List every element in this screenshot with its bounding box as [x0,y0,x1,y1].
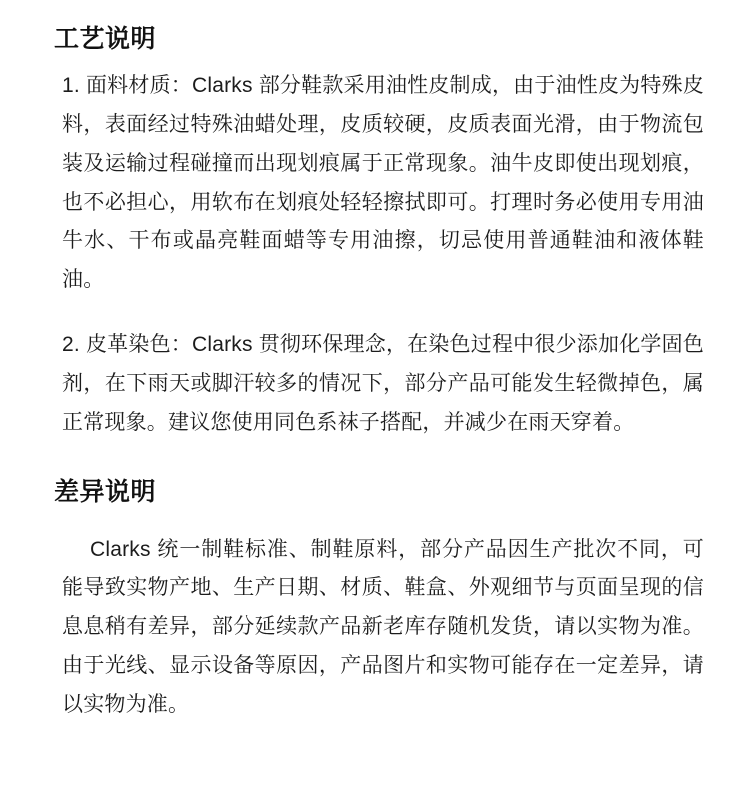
section-difference-description [40,475,710,725]
craft-paragraph-1: 1. 面料材质：Clarks 部分鞋款采用油性皮制成，由于油性皮为特殊皮料，表面经过特殊油蜡处理，皮质较硬，皮质表面光滑，由于物流包装及运输过程碰撞而出现划痕属于正常现象。油牛皮即使出现划痕，也不必担心，用软布在划痕处轻轻擦拭即可。打理时务必使用专用油牛水、干布或晶亮鞋面蜡等专用油擦，切忌使用普通鞋油和液体鞋油。 [62,74,704,292]
section-title-craft: 工艺说明 [54,25,157,53]
craft-paragraph-2: 2. 皮革染色：Clarks 贯彻环保理念，在染色过程中很少添加化学固色剂，在下雨天或脚汗较多的情况下，部分产品可能发生轻微掉色，属正常现象。建议您使用同色系袜子搭配，并减少在雨天穿着。 [62,333,704,434]
section-craft-description [40,22,710,443]
difference-paragraph-1: Clarks 统一制鞋标准、制鞋原料，部分产品因生产批次不同，可能导致实物产地、生产日期、材质、鞋盒、外观细节与页面呈现的信息息稍有差异，部分延续款产品新老库存随机发货，请以实物为准。由于光线、显示设备等原因，产品图片和实物可能存在一定差异，请以实物为准。 [62,537,704,716]
section-title-difference: 差异说明 [54,477,157,506]
